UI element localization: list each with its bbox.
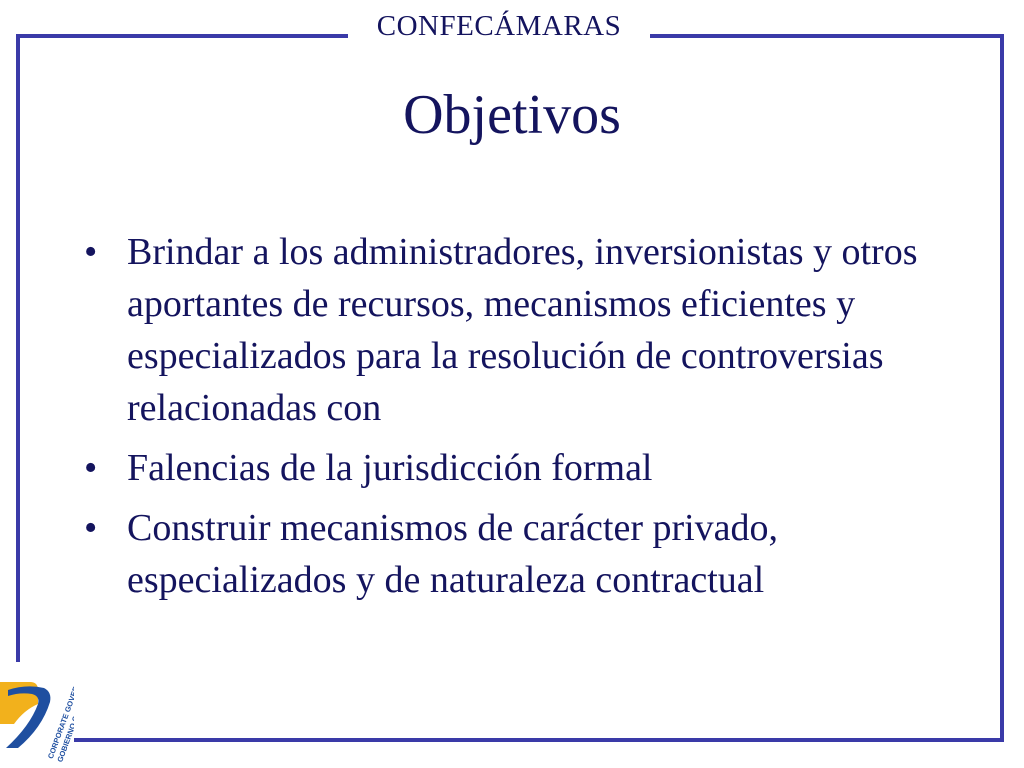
- logo-text-line-1: CORPORATE GOVERNANCE: [45, 662, 74, 760]
- slide-title: Objetivos: [403, 84, 621, 146]
- bullet-marker: •: [84, 507, 98, 549]
- bullet-marker: •: [84, 231, 98, 273]
- bullet-item: [84, 226, 964, 434]
- logo-text-group: [46, 662, 74, 763]
- corporate-governance-logo: [0, 662, 74, 766]
- bullet-item: [84, 502, 964, 606]
- bullet-text: Falencias de la jurisdicción formal: [127, 447, 653, 489]
- bullet-text: Construir mecanismos de carácter privado, especializados y de naturaleza contractual: [127, 507, 779, 601]
- bullet-item: [84, 442, 964, 494]
- bullet-list: [84, 226, 964, 614]
- bullet-text: Brindar a los administradores, inversionistas y otros aportantes de recursos, mecanismos eficientes y especializados para la resolución de controversias relacionadas con: [127, 231, 918, 429]
- header-label: CONFECÁMARAS: [348, 6, 650, 46]
- bullet-marker: •: [84, 447, 98, 489]
- logo-text-line-2: GOBIERNO CORPORATIVO: [55, 668, 74, 764]
- logo-icon: [0, 662, 74, 766]
